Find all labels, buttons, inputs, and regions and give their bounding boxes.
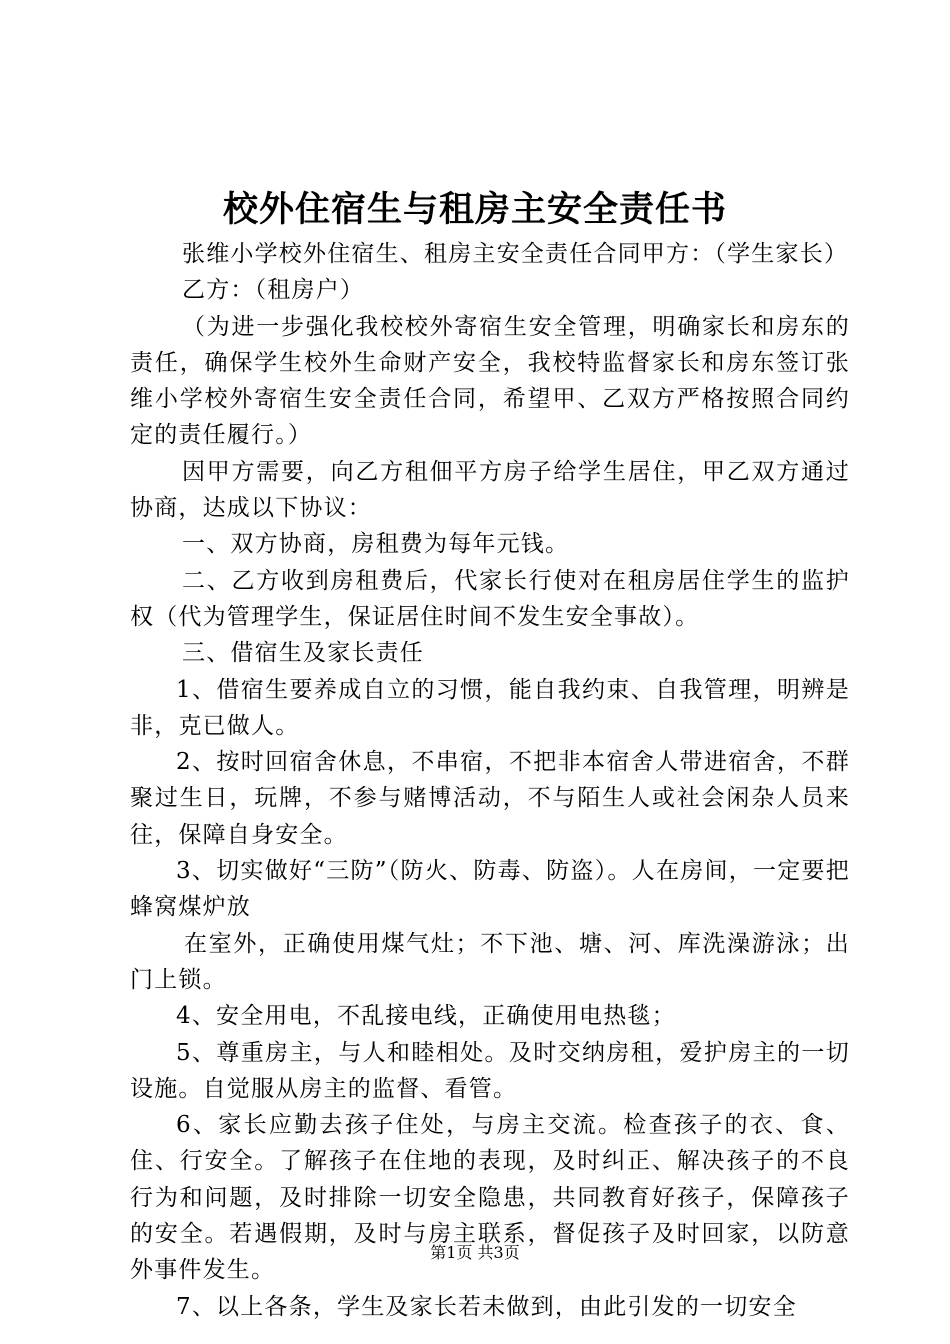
paragraph-item-1: 1、借宿生要养成自立的习惯，能自我约束、自我管理，明辨是非，克已做人。 xyxy=(130,676,850,739)
paragraph-preamble: （为进一步强化我校校外寄宿生安全管理，明确家长和房东的责任，确保学生校外生命财产安全，我校特监督家长和房东签订张维小学校外寄宿生安全责任合同，希望甲、乙双方严格按照合同约定的责任履行。） xyxy=(130,313,850,449)
paragraph-item-3-continued: 在室外，正确使用煤气灶；不下池、塘、河、库洗澡游泳；出门上锁。 xyxy=(130,930,850,993)
paragraph-clause-2: 二、乙方收到房租费后，代家长行使对在租房居住学生的监护权（代为管理学生，保证居住时间不发生安全事故）。 xyxy=(130,567,850,630)
paragraph-item-3: 3、切实做好“三防”（防火、防毒、防盗）。人在房间，一定要把蜂窝煤炉放 xyxy=(130,858,850,921)
paragraph-item-2: 2、按时回宿舍休息，不串宿，不把非本宿舍人带进宿舍，不群聚过生日，玩牌，不参与赌博活动，不与陌生人或社会闲杂人员来往，保障自身安全。 xyxy=(130,749,850,848)
paragraph-agreement-intro: 因甲方需要，向乙方租佃平方房子给学生居住，甲乙双方通过协商，达成以下协议： xyxy=(130,458,850,522)
page-footer: 第1页 共3页 xyxy=(430,1243,520,1262)
paragraph-clause-3-heading: 三、借宿生及家长责任 xyxy=(182,640,424,667)
document-title: 校外住宿生与租房主安全责任书 xyxy=(222,189,727,230)
document-body xyxy=(130,236,850,1325)
paragraph-party-b: 乙方：（租房户） xyxy=(182,277,365,304)
paragraph-item-7: 7、以上各条，学生及家长若未做到，由此引发的一切安全 xyxy=(176,1293,797,1320)
paragraph-item-5: 5、尊重房主，与人和睦相处。及时交纳房租，爱护房主的一切设施。自觉服从房主的监督、看管。 xyxy=(130,1039,850,1102)
paragraph-contract-header: 张维小学校外住宿生、租房主安全责任合同甲方：（学生家长） xyxy=(182,241,849,267)
paragraph-item-4: 4、安全用电，不乱接电线，正确使用电热毯； xyxy=(176,1003,676,1030)
paragraph-item-6: 6、家长应勤去孩子住处，与房主交流。检查孩子的衣、食、住、行安全。了解孩子在住地的表现，及时纠正、解决孩子的不良行为和问题，及时排除一切安全隐患，共同教育好孩子，保障孩子的安全。若遇假期，及时与房主联系，督促孩子及时回家，以防意外事件发生。 xyxy=(130,1112,850,1284)
paragraph-clause-1: 一、双方协商，房租费为每年元钱。 xyxy=(182,531,570,558)
